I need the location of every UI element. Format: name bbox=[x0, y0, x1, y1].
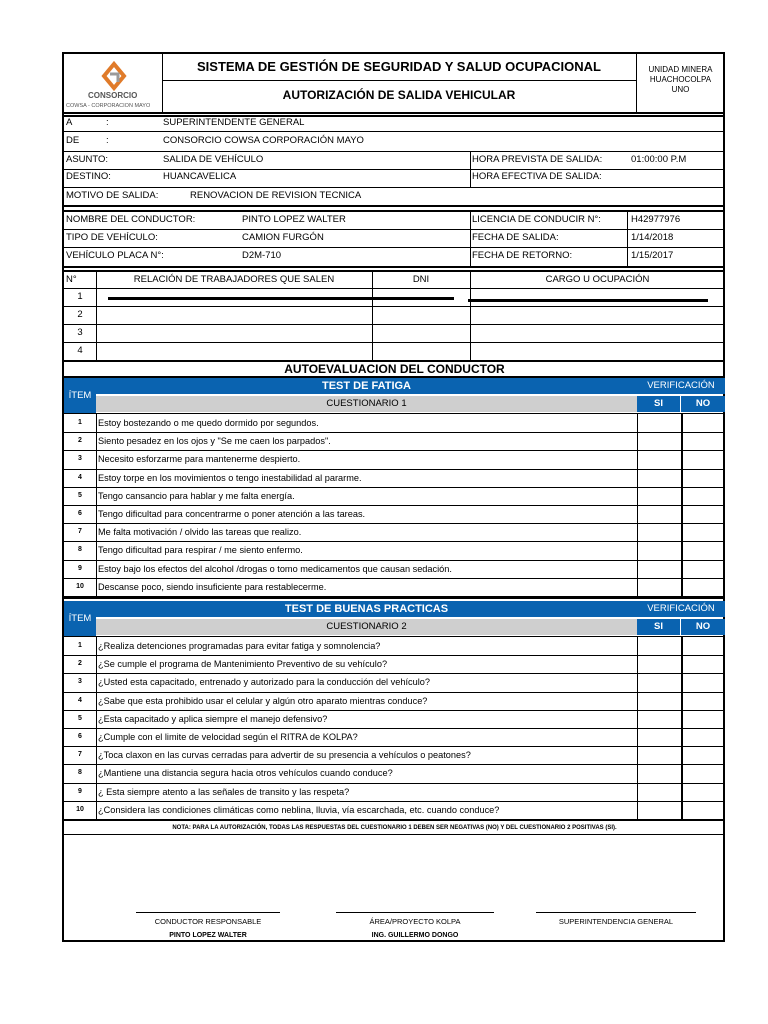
question-number: 5 bbox=[78, 714, 82, 722]
self-evaluation-title: AUTOEVALUACION DEL CONDUCTOR bbox=[284, 362, 505, 376]
planned-departure-value: 01:00:00 P.M bbox=[631, 154, 687, 165]
answer-no-cell[interactable] bbox=[681, 764, 725, 782]
plate-value: D2M-710 bbox=[242, 250, 282, 261]
question-number: 3 bbox=[78, 678, 82, 686]
authorization-form bbox=[62, 52, 725, 942]
form-title: SISTEMA DE GESTIÓN DE SEGURIDAD Y SALUD OCUPACIONAL bbox=[196, 59, 601, 74]
question-number: 8 bbox=[78, 546, 82, 554]
answer-no-cell[interactable] bbox=[681, 541, 725, 559]
to-colon: : bbox=[106, 117, 109, 128]
question-number: 7 bbox=[78, 528, 82, 536]
subject-label: ASUNTO: bbox=[66, 154, 109, 165]
worker-row-number: 4 bbox=[77, 345, 83, 356]
plate-label: VEHÍCULO PLACA N°: bbox=[66, 250, 164, 261]
to-label: A bbox=[66, 117, 73, 128]
mining-unit-line3: UNO bbox=[671, 85, 690, 94]
driver-name-label: NOMBRE DEL CONDUCTOR: bbox=[66, 214, 196, 225]
from-label: DE bbox=[66, 135, 80, 146]
question-text: ¿Cumple con el limite de velocidad según el RITRA de KOLPA? bbox=[98, 732, 358, 742]
practices-verification-header: VERIFICACIÓN bbox=[647, 603, 715, 614]
question-text: Tengo cansancio para hablar y me falta energía. bbox=[98, 490, 295, 501]
answer-no-cell[interactable] bbox=[681, 801, 725, 819]
answer-yes-cell[interactable] bbox=[637, 764, 680, 782]
answer-yes-cell[interactable] bbox=[637, 637, 680, 655]
answer-no-cell[interactable] bbox=[681, 710, 725, 728]
questionnaire-1-header: CUESTIONARIO 1 bbox=[326, 398, 407, 409]
workers-col-number: N° bbox=[66, 274, 77, 285]
practices-no-header: NO bbox=[695, 621, 711, 632]
answer-yes-cell[interactable] bbox=[637, 487, 680, 505]
practices-test-title: TEST DE BUENAS PRACTICAS bbox=[284, 603, 449, 615]
question-number: 1 bbox=[78, 419, 82, 426]
answer-yes-cell[interactable] bbox=[637, 655, 680, 673]
destination-value: HUANCAVELICA bbox=[163, 171, 237, 182]
question-text: ¿ Esta siempre atento a las señales de transito y las respeta? bbox=[98, 786, 350, 797]
answer-no-cell[interactable] bbox=[681, 560, 725, 578]
question-text: ¿Mantiene una distancia segura hacia otros vehículos cuando conduce? bbox=[98, 768, 393, 779]
answer-no-cell[interactable] bbox=[681, 746, 725, 764]
return-date-label: FECHA DE RETORNO: bbox=[472, 250, 573, 261]
vehicle-type-value: CAMION FURGÓN bbox=[242, 232, 324, 243]
authorization-note: NOTA: PARA LA AUTORIZACIÓN, TODAS LAS RESPUESTAS DEL CUESTIONARIO 1 DEBEN SER NEGATIVAS (NO) Y DEL CUESTIONARIO 2 POSITIVAS (SI). bbox=[172, 825, 617, 831]
question-number: 7 bbox=[78, 751, 82, 759]
question-number: 4 bbox=[78, 696, 82, 704]
answer-no-cell[interactable] bbox=[681, 783, 725, 801]
worker-row-number: 1 bbox=[77, 291, 83, 302]
answer-no-cell[interactable] bbox=[681, 637, 725, 655]
answer-no-cell[interactable] bbox=[681, 414, 725, 432]
fatigue-verification-header: VERIFICACIÓN bbox=[647, 380, 715, 391]
fatigue-yes-header: SI bbox=[654, 398, 663, 409]
practices-yes-header: SI bbox=[654, 621, 663, 632]
question-text: Estoy torpe en los movimientos o tengo inestabilidad al pararme. bbox=[98, 472, 362, 483]
question-number: 2 bbox=[78, 437, 82, 445]
question-text: Estoy bajo los efectos del alcohol /drogas o tomo medicamentos que causan sedación. bbox=[98, 563, 452, 574]
answer-yes-cell[interactable] bbox=[637, 710, 680, 728]
question-text: Descanse poco, siendo insuficiente para restablecerme. bbox=[98, 581, 327, 592]
answer-no-cell[interactable] bbox=[681, 655, 725, 673]
fatigue-no-header: NO bbox=[695, 398, 711, 409]
answer-no-cell[interactable] bbox=[681, 692, 725, 710]
reason-label: MOTIVO DE SALIDA: bbox=[66, 190, 159, 201]
answer-yes-cell[interactable] bbox=[637, 469, 680, 487]
question-text: ¿Toca claxon en las curvas cerradas para advertir de su presencia a vehículos o peatones? bbox=[98, 750, 471, 761]
question-text: ¿Considera las condiciones climáticas como neblina, lluvia, vía escarchada, etc. cuando conduce? bbox=[98, 804, 500, 815]
answer-no-cell[interactable] bbox=[681, 728, 725, 746]
answer-no-cell[interactable] bbox=[681, 505, 725, 523]
answer-yes-cell[interactable] bbox=[637, 692, 680, 710]
question-number: 6 bbox=[78, 733, 82, 740]
question-text: ¿Se cumple el programa de Mantenimiento Preventivo de su vehículo? bbox=[98, 659, 388, 670]
question-text: ¿Realiza detenciones programadas para evitar fatiga y somnolencia? bbox=[98, 641, 381, 651]
logo-name: CONSORCIO bbox=[88, 91, 138, 100]
question-number: 6 bbox=[78, 510, 82, 517]
question-text: Siento pesadez en los ojos y "Se me caen los parpados". bbox=[98, 436, 331, 447]
question-text: ¿Esta capacitado y aplica siempre el manejo defensivo? bbox=[98, 713, 328, 724]
return-date-value: 1/15/2017 bbox=[631, 250, 674, 261]
answer-yes-cell[interactable] bbox=[637, 505, 680, 523]
question-number: 1 bbox=[78, 642, 82, 649]
answer-yes-cell[interactable] bbox=[637, 523, 680, 541]
answer-no-cell[interactable] bbox=[681, 673, 725, 691]
practices-item-header: ÍTEM bbox=[68, 613, 92, 624]
workers-col-dni: DNI bbox=[412, 274, 430, 285]
signature-area-name: ING. GUILLERMO DONGO bbox=[371, 932, 459, 939]
question-number: 5 bbox=[78, 491, 82, 499]
question-text: Tengo dificultad para respirar / me siento enfermo. bbox=[98, 545, 303, 556]
form-subtitle: AUTORIZACIÓN DE SALIDA VEHICULAR bbox=[282, 88, 516, 102]
answer-yes-cell[interactable] bbox=[637, 783, 680, 801]
mining-unit-line2: HUACHOCOLPA bbox=[649, 75, 712, 84]
question-text: ¿Sabe que esta prohibido usar el celular y algún otro aparato mientras conduce? bbox=[98, 695, 428, 706]
answer-yes-cell[interactable] bbox=[637, 746, 680, 764]
answer-yes-cell[interactable] bbox=[637, 450, 680, 468]
departure-date-value: 1/14/2018 bbox=[631, 232, 674, 243]
fatigue-test-title: TEST DE FATIGA bbox=[321, 380, 412, 392]
signature-area-title: ÁREA/PROYECTO KOLPA bbox=[369, 917, 461, 926]
answer-yes-cell[interactable] bbox=[637, 728, 680, 746]
actual-departure-label: HORA EFECTIVA DE SALIDA: bbox=[472, 171, 602, 182]
from-colon: : bbox=[106, 135, 109, 146]
mining-unit-line1: UNIDAD MINERA bbox=[648, 65, 713, 74]
worker-row-number: 2 bbox=[77, 309, 83, 320]
answer-yes-cell[interactable] bbox=[637, 578, 680, 596]
reason-value: RENOVACION DE REVISION TECNICA bbox=[190, 190, 362, 201]
from-value: CONSORCIO COWSA CORPORACIÓN MAYO bbox=[163, 135, 364, 146]
workers-col-position: CARGO U OCUPACIÓN bbox=[545, 274, 650, 285]
redacted-worker-cargo bbox=[468, 299, 708, 302]
question-number: 10 bbox=[76, 582, 84, 590]
answer-yes-cell[interactable] bbox=[637, 560, 680, 578]
questionnaire-2-header: CUESTIONARIO 2 bbox=[326, 621, 407, 632]
fatigue-item-header: ÍTEM bbox=[68, 390, 92, 401]
license-label: LICENCIA DE CONDUCIR N°: bbox=[472, 214, 601, 225]
question-text: ¿Usted esta capacitado, entrenado y autorizado para la conducción del vehículo? bbox=[98, 677, 430, 688]
vehicle-type-label: TIPO DE VEHÍCULO: bbox=[66, 232, 158, 243]
signature-driver-title: CONDUCTOR RESPONSABLE bbox=[154, 917, 262, 926]
question-number: 10 bbox=[76, 805, 84, 813]
question-number: 9 bbox=[78, 787, 82, 795]
answer-no-cell[interactable] bbox=[681, 450, 725, 468]
question-text: Estoy bostezando o me quedo dormido por segundos. bbox=[98, 418, 319, 428]
answer-yes-cell[interactable] bbox=[637, 432, 680, 450]
question-text: Tengo dificultad para concentrarme o poner atención a las tareas. bbox=[98, 509, 366, 519]
workers-col-relation: RELACIÓN DE TRABAJADORES QUE SALEN bbox=[133, 274, 335, 285]
answer-no-cell[interactable] bbox=[681, 578, 725, 596]
subject-value: SALIDA DE VEHÍCULO bbox=[163, 154, 264, 165]
answer-no-cell[interactable] bbox=[681, 432, 725, 450]
question-number: 4 bbox=[78, 473, 82, 481]
redacted-worker-name bbox=[108, 297, 454, 300]
answer-yes-cell[interactable] bbox=[637, 414, 680, 432]
signature-superintendency-title: SUPERINTENDENCIA GENERAL bbox=[558, 917, 674, 926]
question-number: 9 bbox=[78, 564, 82, 572]
question-number: 8 bbox=[78, 769, 82, 777]
answer-no-cell[interactable] bbox=[681, 469, 725, 487]
to-value: SUPERINTENDENTE GENERAL bbox=[163, 117, 305, 128]
logo-subtitle: COWSA - CORPORACION MAYO bbox=[66, 103, 151, 109]
worker-row-number: 3 bbox=[77, 327, 83, 338]
planned-departure-label: HORA PREVISTA DE SALIDA: bbox=[472, 154, 603, 165]
answer-no-cell[interactable] bbox=[681, 523, 725, 541]
driver-name-value: PINTO LOPEZ WALTER bbox=[242, 214, 346, 225]
question-number: 2 bbox=[78, 660, 82, 668]
answer-yes-cell[interactable] bbox=[637, 801, 680, 819]
question-number: 3 bbox=[78, 455, 82, 463]
question-text: Me falta motivación / olvido las tareas que realizo. bbox=[98, 527, 302, 538]
answer-yes-cell[interactable] bbox=[637, 541, 680, 559]
destination-label: DESTINO: bbox=[66, 171, 111, 182]
question-text: Necesito esforzarme para mantenerme despierto. bbox=[98, 454, 301, 465]
departure-date-label: FECHA DE SALIDA: bbox=[472, 232, 559, 243]
company-logo bbox=[66, 56, 164, 110]
license-value: H42977976 bbox=[631, 214, 681, 225]
answer-no-cell[interactable] bbox=[681, 487, 725, 505]
answer-yes-cell[interactable] bbox=[637, 673, 680, 691]
signature-driver-name: PINTO LOPEZ WALTER bbox=[169, 932, 247, 939]
